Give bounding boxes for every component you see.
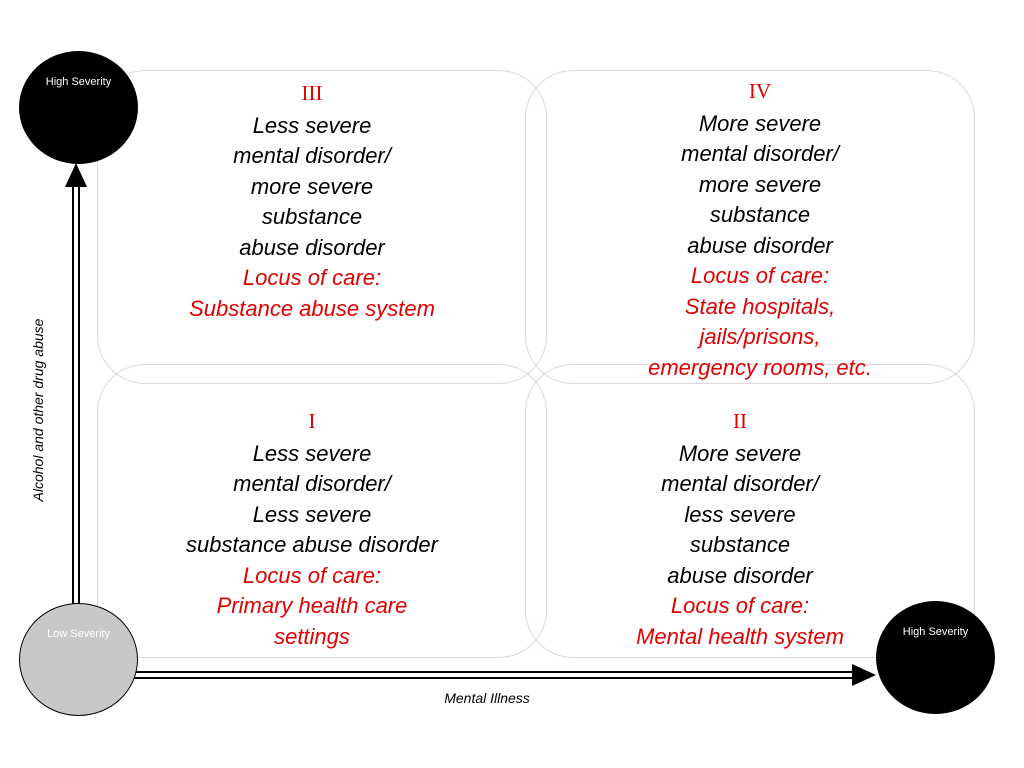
- quadrant-ii-line: substance: [689, 532, 791, 557]
- x-axis-label: Mental Illness: [444, 690, 530, 706]
- quadrant-ii-care-line: Locus of care:: [670, 593, 810, 618]
- high-severity-label-right: High Severity: [902, 626, 969, 638]
- quadrant-ii-numeral: II: [733, 409, 747, 433]
- quadrant-iv-line: abuse disorder: [687, 232, 833, 258]
- quadrant-iii-care-line: Locus of care:: [242, 265, 382, 290]
- quadrant-i-line: Less severe: [252, 440, 372, 466]
- quadrant-iv-care-line: emergency rooms, etc.: [648, 354, 872, 380]
- x-axis-arrow: [128, 664, 876, 686]
- quadrant-ii-line: abuse disorder: [667, 562, 813, 588]
- quadrant-iii-numeral: III: [301, 81, 323, 105]
- quadrant-iii-line: substance: [261, 204, 363, 229]
- quadrant-iii-text: [189, 78, 435, 324]
- quadrant-iv-care-line: Locus of care:: [690, 263, 830, 288]
- quadrant-iii-care-line: Substance abuse system: [189, 295, 435, 321]
- quadrant-ii-care-line: Mental health system: [636, 623, 844, 649]
- quadrant-i-line: Less severe: [252, 501, 372, 527]
- quadrant-iv-numeral: IV: [748, 79, 772, 103]
- quadrant-ii-line: mental disorder/: [661, 471, 819, 496]
- quadrant-i-care-line: Locus of care:: [242, 562, 382, 588]
- low-severity-circle: [19, 603, 138, 716]
- quadrant-i-care-line: Primary health care: [216, 593, 408, 618]
- quadrant-iii-line: mental disorder/: [233, 143, 391, 168]
- quadrant-iii-line: abuse disorder: [239, 234, 385, 260]
- quadrant-i-text: [186, 406, 438, 652]
- quadrant-ii-line: More severe: [678, 440, 802, 466]
- quadrant-ii-text: [636, 406, 844, 652]
- quadrant-iv-care-line: jails/prisons,: [699, 324, 821, 349]
- quadrant-iii-line: Less severe: [252, 112, 372, 138]
- quadrant-i-line: mental disorder/: [233, 471, 391, 496]
- high-severity-label-top: High Severity: [45, 76, 112, 88]
- quadrant-iv-care-line: State hospitals,: [684, 293, 836, 319]
- y-axis-arrow: [65, 163, 87, 612]
- quadrant-iv-line: substance: [709, 202, 811, 227]
- quadrant-iv-text: [648, 76, 872, 383]
- quadrant-i-line: substance abuse disorder: [186, 532, 438, 557]
- y-axis-label: Alcohol and other drug abuse: [30, 318, 46, 502]
- quadrant-i-numeral: I: [308, 409, 316, 433]
- quadrant-iv-line: More severe: [698, 110, 822, 136]
- quadrant-ii-line: less severe: [684, 501, 796, 527]
- quadrant-iii-line: more severe: [250, 173, 374, 199]
- quadrant-iv-line: mental disorder/: [681, 141, 839, 166]
- quadrant-i-care-line: settings: [274, 623, 350, 649]
- high-severity-circle-top: [19, 51, 138, 164]
- quadrant-iv-line: more severe: [698, 171, 822, 197]
- high-severity-circle-right: [876, 601, 995, 714]
- low-severity-label: Low Severity: [47, 628, 110, 640]
